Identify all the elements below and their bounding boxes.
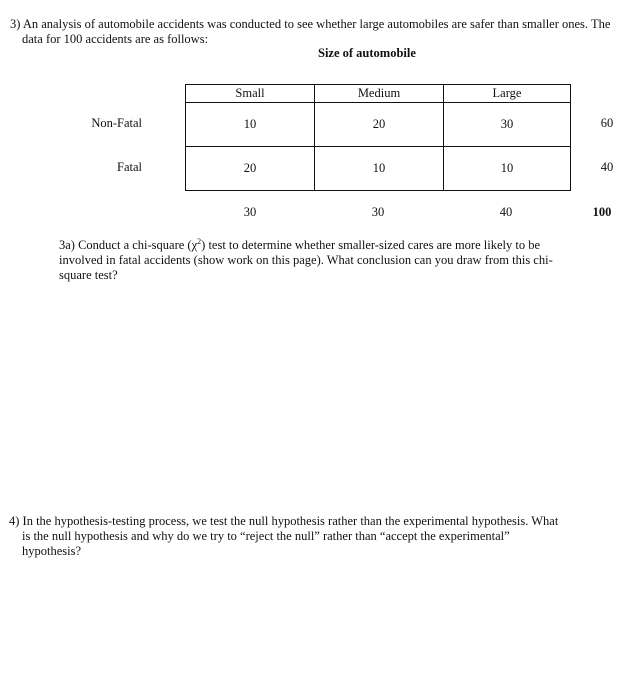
column-total-medium: 30 <box>371 205 385 219</box>
table-header-row <box>186 85 571 103</box>
question-4 <box>9 514 609 559</box>
column-total-small: 30 <box>243 205 257 219</box>
column-header-small: Small <box>186 85 315 103</box>
question-3a <box>59 234 579 283</box>
question-3 <box>10 17 622 47</box>
chi-symbol: χ <box>191 238 198 253</box>
column-total-large: 40 <box>499 205 513 219</box>
cell-fatal-small: 20 <box>186 147 315 191</box>
row-label-fatal: Fatal <box>117 160 142 174</box>
table-row-non-fatal <box>186 103 571 147</box>
question-3a-text-start: 3a) Conduct a chi-square ( <box>59 238 192 253</box>
question-3a-line-1 <box>59 234 579 253</box>
cell-fatal-large: 10 <box>444 147 571 191</box>
cell-non-fatal-large: 30 <box>444 103 571 147</box>
column-header-medium: Medium <box>315 85 444 103</box>
row-label-non-fatal: Non-Fatal <box>91 116 142 130</box>
cell-non-fatal-medium: 20 <box>315 103 444 147</box>
question-3-line-1: 3) An analysis of automobile accidents was conducted to see whether large automobiles are safer than smaller ones. The <box>10 17 611 31</box>
question-3a-text-end: ) test to determine whether smaller-sized cares are more likely to be <box>201 238 540 253</box>
question-4-line-2: is the null hypothesis and why do we try to “reject the null” rather than “accept the experimental” <box>22 529 510 543</box>
table-row-fatal <box>186 147 571 191</box>
grand-total: 100 <box>592 205 612 219</box>
chi-exponent: 2 <box>197 237 202 246</box>
cell-fatal-medium: 10 <box>315 147 444 191</box>
row-total-non-fatal: 60 <box>600 116 614 130</box>
contingency-table <box>185 84 571 191</box>
column-header-large: Large <box>444 85 571 103</box>
table-caption: Size of automobile <box>318 46 416 60</box>
question-3a-line-2: involved in fatal accidents (show work on this page). What conclusion can you draw from this chi- <box>59 253 553 268</box>
row-total-fatal: 40 <box>600 160 614 174</box>
question-3-line-2: data for 100 accidents are as follows: <box>22 32 209 46</box>
question-4-line-1: 4) In the hypothesis-testing process, we test the null hypothesis rather than the experimental hypothesis. What <box>9 514 559 528</box>
question-3a-line-3: square test? <box>59 268 118 283</box>
cell-non-fatal-small: 10 <box>186 103 315 147</box>
question-4-line-3: hypothesis? <box>22 544 82 558</box>
